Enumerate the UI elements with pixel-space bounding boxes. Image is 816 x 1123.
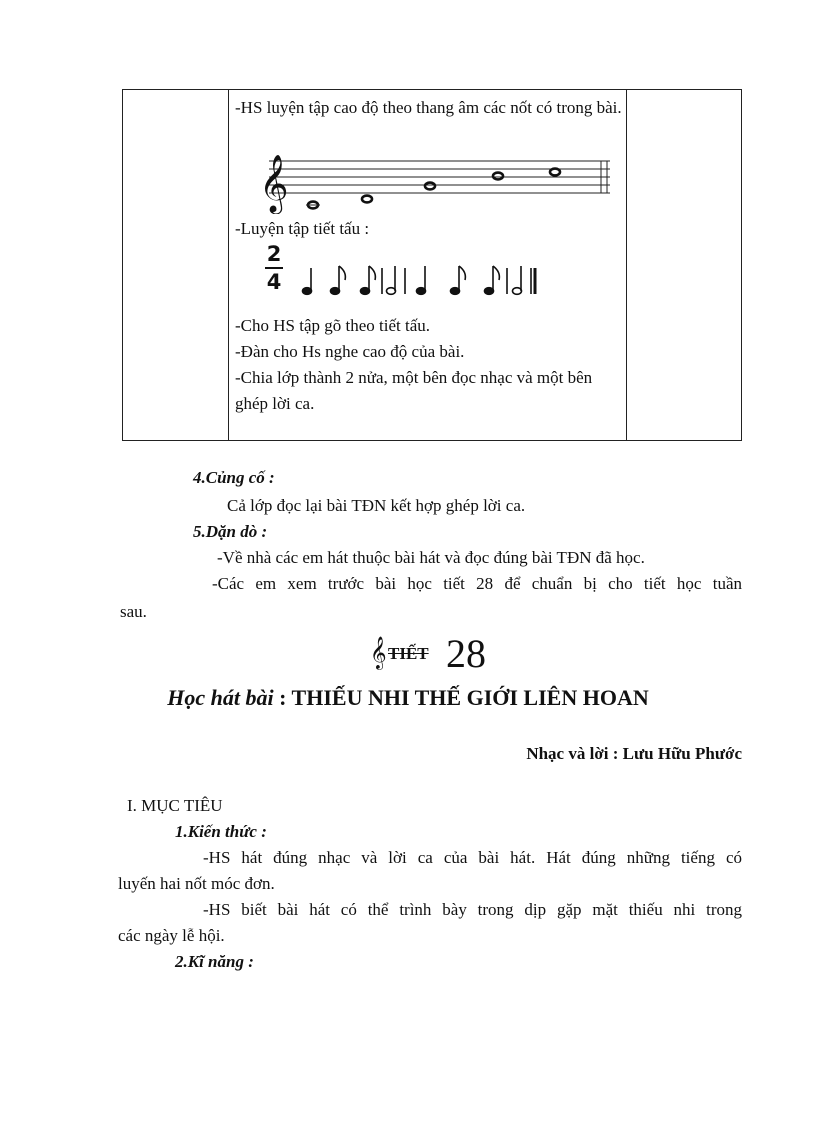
- consolidation-heading: 4.Củng cố :: [193, 468, 275, 487]
- tiet-number: 28: [446, 631, 486, 676]
- homework-line-2-cont: sau.: [120, 602, 147, 621]
- song-separator: :: [273, 685, 292, 710]
- half-note: [387, 288, 396, 295]
- skills-heading: 2.Kĩ năng :: [175, 952, 254, 971]
- eighth-note: [331, 288, 340, 295]
- tiet-word: TIẾT: [388, 644, 429, 663]
- homework-line-1: -Về nhà các em hát thuộc bài hát và đọc đúng bài TĐN đã học.: [217, 548, 645, 567]
- scale-note: [550, 169, 560, 176]
- lesson-table: [122, 89, 742, 441]
- rhythm-pattern: [295, 258, 595, 298]
- practice-pitch-text: -HS luyện tập cao độ theo thang âm các nốt có trong bài.: [235, 98, 622, 117]
- homework-line-2: -Các em xem trước bài học tiết 28 để chuẩn bị cho tiết học tuần: [212, 574, 742, 593]
- eighth-note: [485, 288, 494, 295]
- knowledge-point-2: -HS biết bài hát có thể trình bày trong dịp gặp mặt thiếu nhi trong: [203, 900, 742, 919]
- time-signature: [263, 243, 285, 293]
- scale-note: [362, 196, 372, 203]
- knowledge-heading: 1.Kiến thức :: [175, 822, 267, 841]
- play-pitch-text: -Đàn cho Hs nghe cao độ của bài.: [235, 342, 465, 361]
- time-signature-bottom: 4: [266, 270, 282, 294]
- consolidation-text: Cả lớp đọc lại bài TĐN kết hợp ghép lời ca.: [227, 496, 526, 515]
- song-title-line: [0, 685, 816, 711]
- credit-name: Lưu Hữu Phước: [622, 744, 742, 763]
- credit-label: Nhạc và lời :: [526, 744, 623, 763]
- song-title: THIẾU NHI THẾ GIỚI LIÊN HOAN: [291, 685, 649, 710]
- table-column-divider: [228, 90, 229, 440]
- tap-rhythm-text: -Cho HS tập gõ theo tiết tấu.: [235, 316, 431, 335]
- song-prefix: Học hát bài: [167, 685, 274, 710]
- eighth-note: [451, 288, 460, 295]
- scale-note: [425, 183, 435, 190]
- practice-rhythm-text: -Luyện tập tiết tấu :: [235, 219, 370, 238]
- treble-clef-icon: 𝄞: [370, 636, 387, 669]
- table-column-divider: [626, 90, 627, 440]
- treble-clef-icon: 𝄞: [259, 154, 289, 212]
- split-class-text: -Chia lớp thành 2 nửa, một bên đọc nhạc và một bên ghép lời ca.: [235, 368, 593, 413]
- time-signature-top: 2: [266, 242, 282, 266]
- scale-note: [493, 173, 503, 180]
- pitch-scale-staff: [255, 148, 615, 214]
- knowledge-point-2-cont: các ngày lễ hội.: [118, 926, 225, 945]
- objectives-heading: I. MỤC TIÊU: [127, 796, 223, 815]
- knowledge-point-1: -HS hát đúng nhạc và lời ca của bài hát. Hát đúng những tiếng có: [203, 848, 742, 867]
- homework-heading: 5.Dặn dò :: [193, 522, 268, 541]
- knowledge-point-1-cont: luyến hai nốt móc đơn.: [118, 874, 275, 893]
- quarter-note: [303, 288, 312, 295]
- quarter-note: [417, 288, 426, 295]
- eighth-note: [361, 288, 370, 295]
- half-note: [513, 288, 522, 295]
- song-credit: [526, 744, 742, 764]
